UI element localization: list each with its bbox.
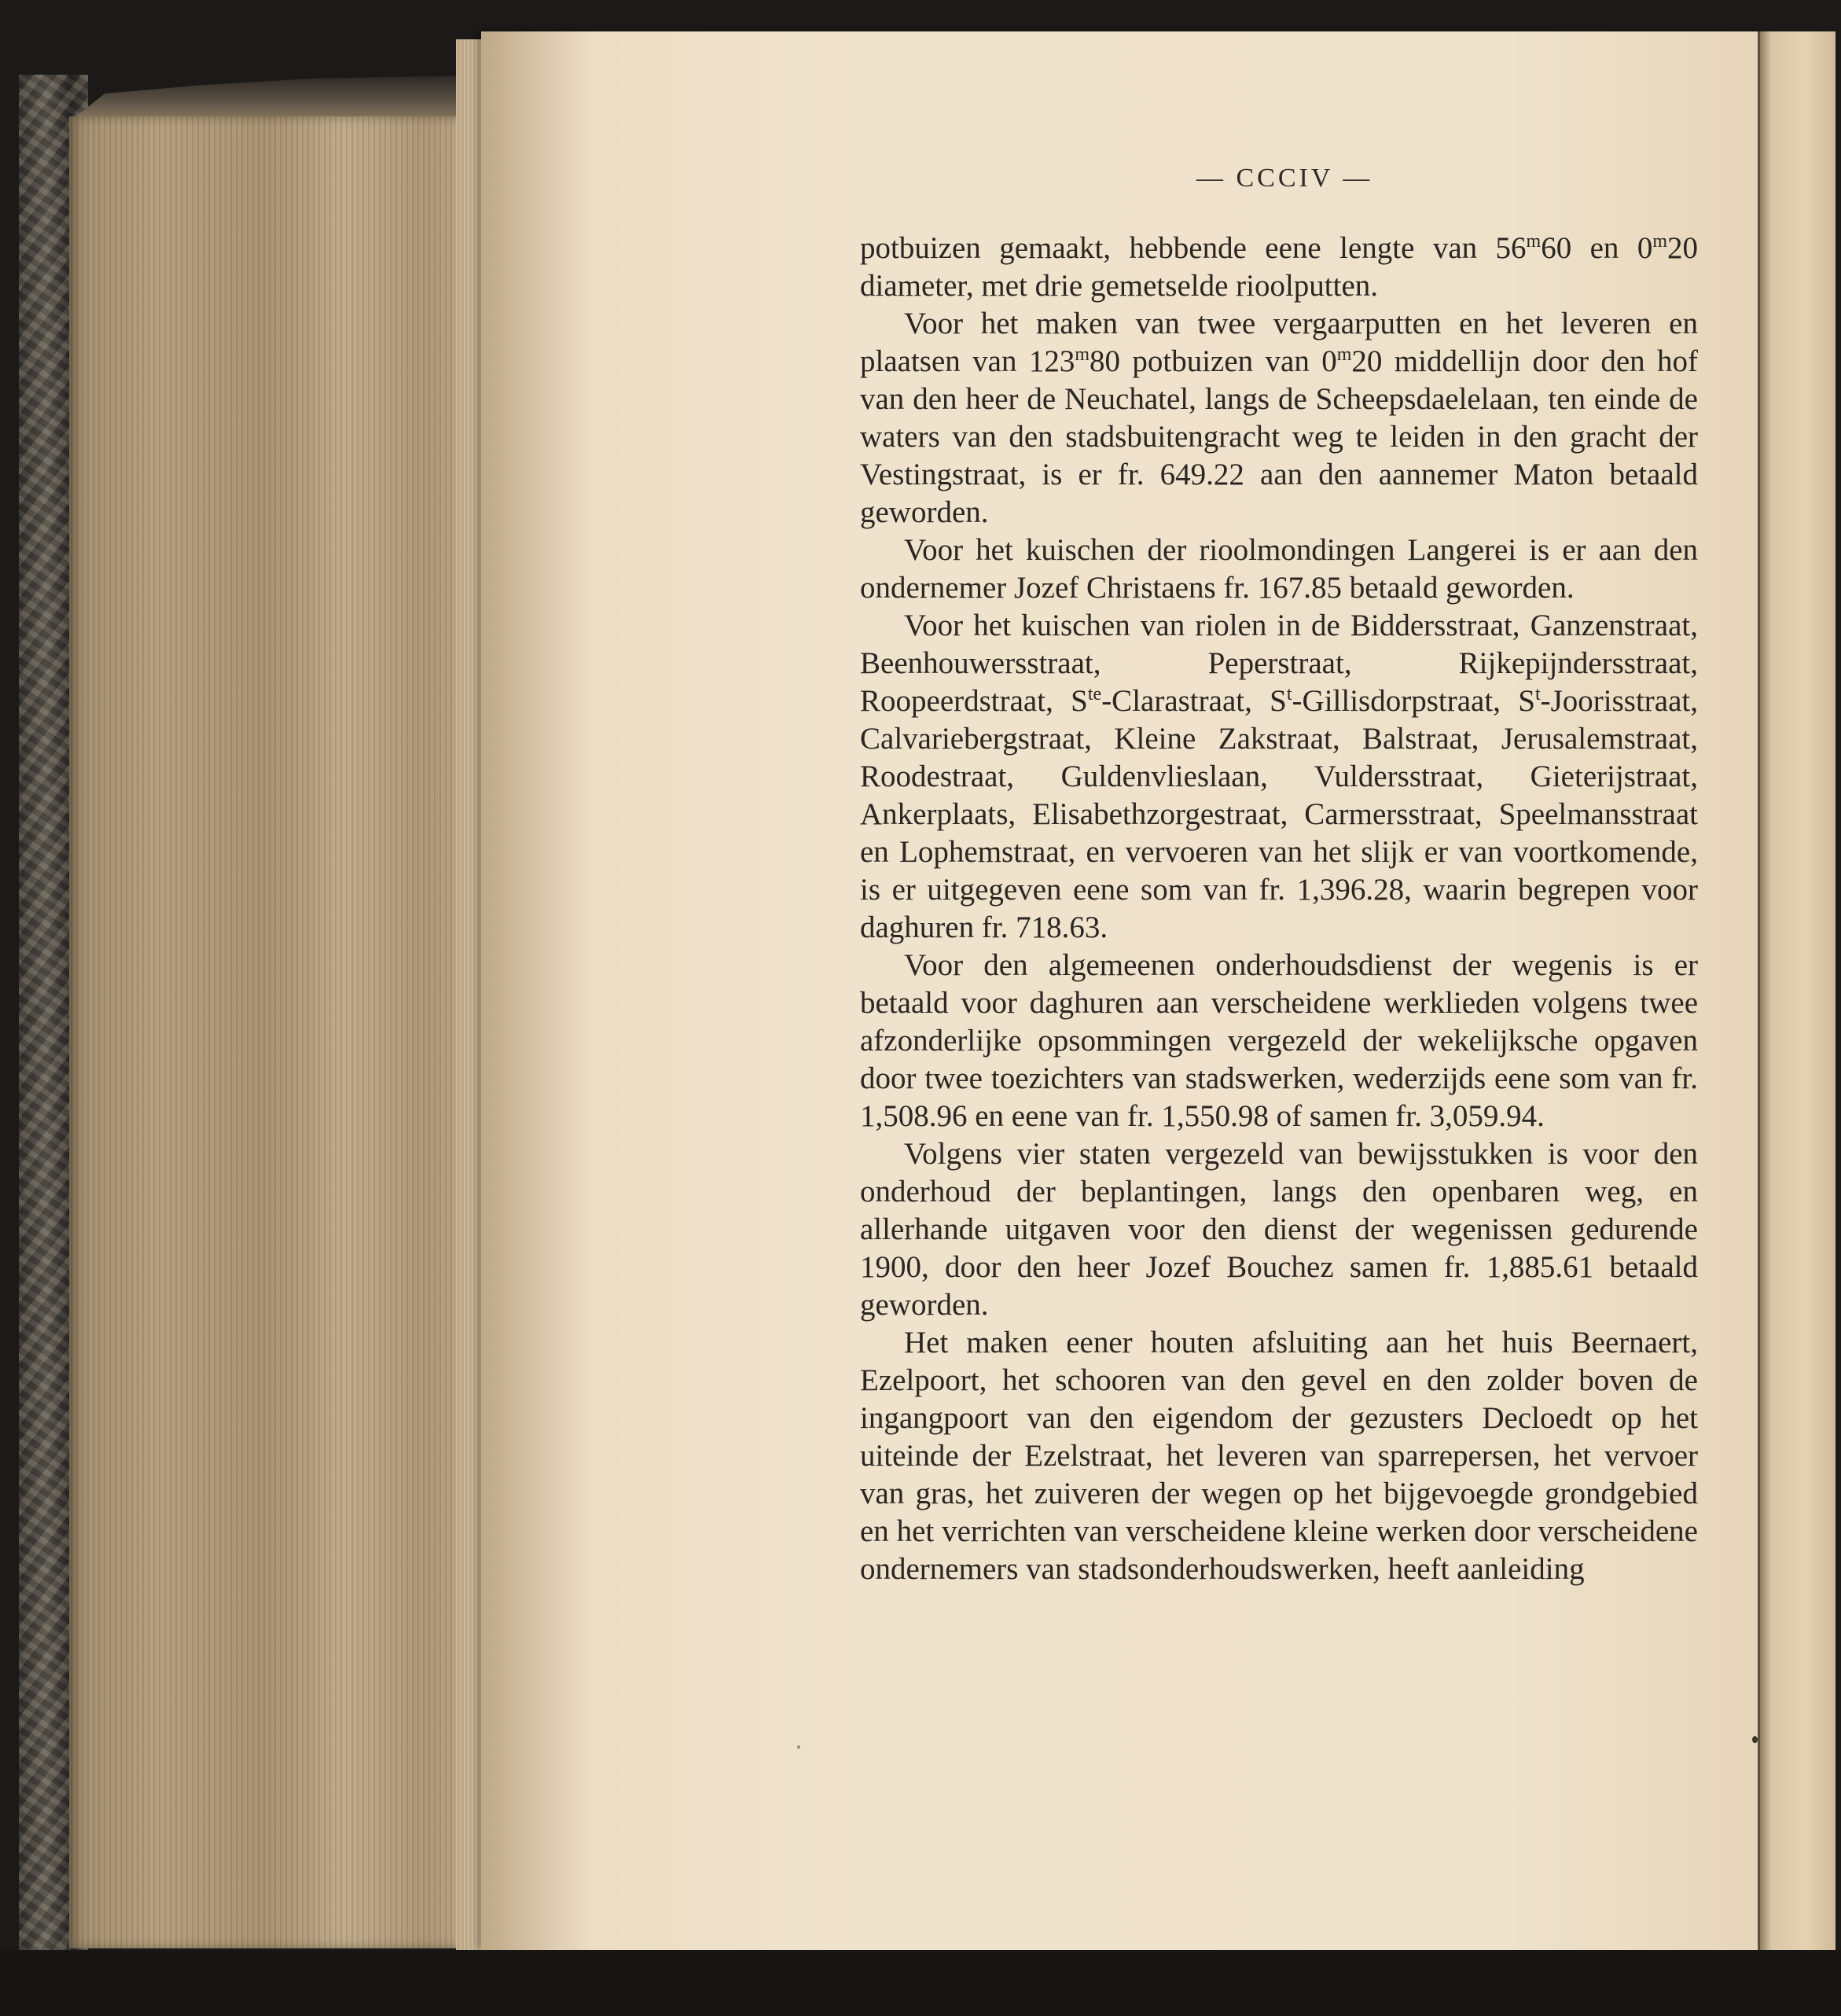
paragraph [860,607,1698,947]
superscript-unit: t [1534,684,1541,704]
ink-speck [1752,1736,1758,1743]
paragraph [860,1135,1698,1324]
running-head: — CCCIV — [1196,164,1373,193]
text-run: Voor het kuischen van riolen in de Biddersstraat, Ganzenstraat, Beenhouwersstraat, Peperstraat, Rijkepijndersstraat, Roopeerdstraat, S [860,609,1698,718]
superscript-unit: m [1075,344,1090,365]
gutter-shadow [481,31,591,1950]
paragraph [860,532,1698,607]
text-run: 20 middellijn door den hof van den heer de Neuchatel, langs de Scheepsdaelelaan, ten einde de waters van den stadsbuitengracht weg te leiden in den gracht der Vestingstraat, is er fr. 649.22 aan den aannemer Maton betaald geworden. [860,344,1698,529]
text-run: 20 diameter, met drie gemetselde rioolputten. [860,231,1698,303]
text-run: Voor het kuischen der rioolmondingen Langerei is er aan den ondernemer Jozef Christaens fr. 167.85 betaald geworden. [860,533,1698,605]
next-page-edge [1758,31,1835,1950]
text-run: -Clarastraat, S [1101,684,1287,718]
paragraph [860,1324,1698,1588]
text-run: 60 en 0 [1541,231,1653,265]
text-run: -Joorisstraat, Calvariebergstraat, Kleine Zakstraat, Balstraat, Jerusalemstraat, Roodestraat, Guldenvlieslaan, Vuldersstraat, Gieterijstraat, Ankerplaats, Elisabethzorgestraat, Carmersstraat, Speelmansstraat en Lophemstraat, en vervoeren van het slijk er van voortkomende, is er uitgegeven eene som van fr. 1,396.28, waarin begrepen voor daghuren fr. 718.63. [860,684,1698,944]
text-run: -Gillisdorpstraat, S [1292,684,1535,718]
paragraph [860,305,1698,532]
ink-speck [797,1746,800,1749]
text-run: Voor het maken van twee vergaarputten en het leveren en plaatsen van 123 [860,307,1698,378]
superscript-unit: te [1087,684,1102,704]
background-bottom [0,1950,1841,2016]
paragraph [860,230,1698,305]
superscript-unit: t [1286,684,1292,704]
superscript-unit: m [1526,231,1542,252]
page-block-top-edge [69,75,513,122]
superscript-unit: m [1336,344,1352,365]
text-run: Volgens vier staten vergezeld van bewijsstukken is voor den onderhoud der beplantingen, langs den openbaren weg, en allerhande uitgaven voor den dienst der wegenissen gedurende 1900, door den heer Jozef Bouchez samen fr. 1,885.61 betaald geworden. [860,1137,1698,1322]
superscript-unit: m [1652,231,1667,252]
text-run: 80 potbuizen van 0 [1090,344,1337,378]
text-run: Het maken eener houten afsluiting aan het huis Beernaert, Ezelpoort, het schooren van den gevel en den zolder boven de ingangpoort van den eigendom der gezusters Decloedt op het uiteinde der Ezelstraat, het leveren van sparrepersen, het vervoer van gras, het zuiveren der wegen op het bijgevoegde grondgebied en het verrichten van verscheidene kleine werken door verscheidene ondernemers van stadsonderhoudswerken, heeft aanleiding [860,1326,1698,1586]
text-run: Voor den algemeenen onderhoudsdienst der wegenis is er betaald voor daghuren aan verscheidene werklieden volgens twee afzonderlijke opsommingen vergezeld der wekelijksche opgaven door twee toezichters van stadswerken, wederzijds eene som van fr. 1,508.96 en eene van fr. 1,550.98 of samen fr. 3,059.94. [860,948,1698,1133]
text-run: potbuizen gemaakt, hebbende eene lengte van 56 [860,231,1527,265]
page-block-fore-edge [69,116,513,1948]
body-text [860,230,1698,1588]
paragraph [860,947,1698,1135]
